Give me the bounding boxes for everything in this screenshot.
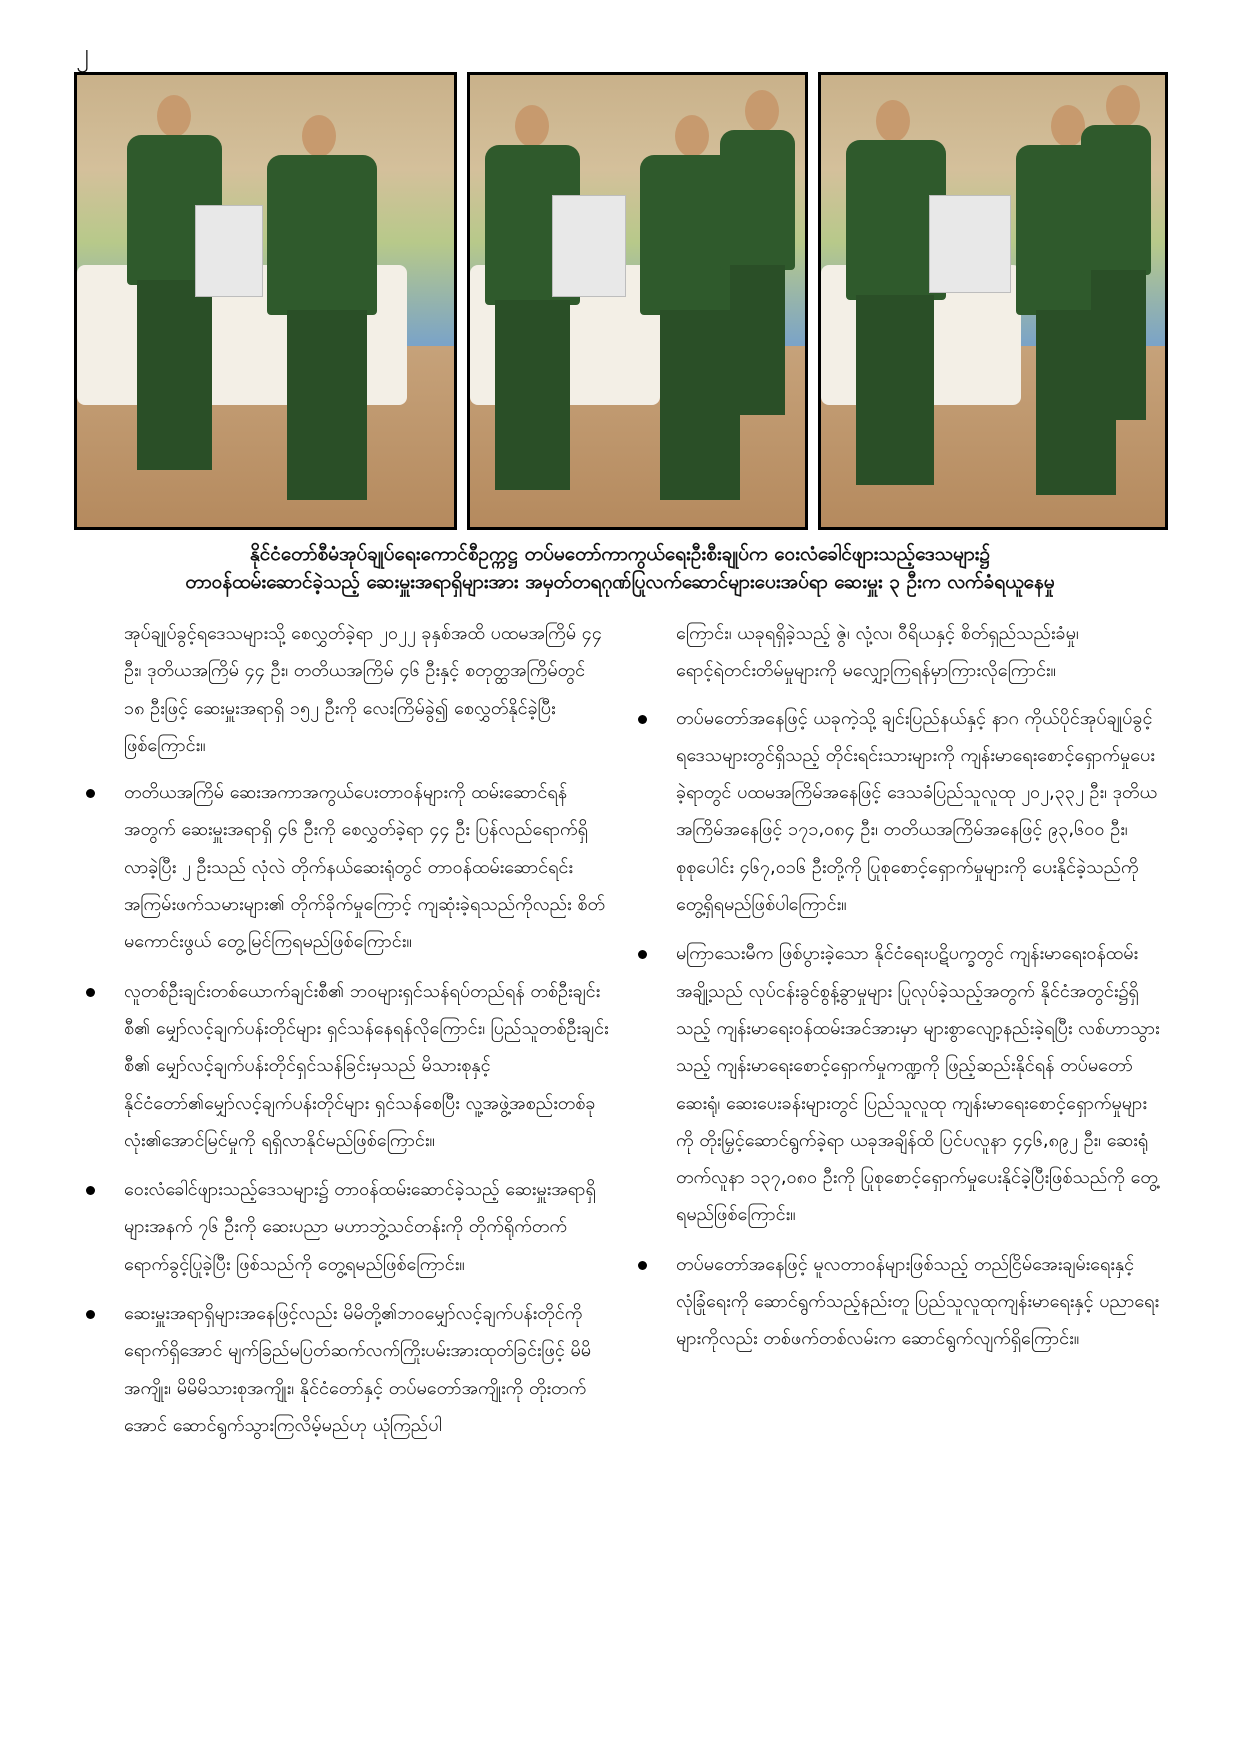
right-column <box>632 615 1162 1358</box>
left-lead-paragraph: အုပ်ချုပ်ခွင့်ရဒေသများသို့ စေလွှတ်ခဲ့ရာ ၂၀၂၂ ခုနှစ်အထိ ပထမအကြိမ် ၄၄ ဦး၊ ဒုတိယအကြိမ် ၄၄ ဦး၊ တတိယအကြိမ် ၄၆ ဦးနှင့် စတုတ္ထအကြိမ်တွင် ၁၈ ဦးဖြင့် ဆေးမှူးအရာရှိ ၁၅၂ ဦးကို လေးကြိမ်ခွဲ၍ စေလွှတ်နိုင်ခဲ့ပြီးဖြစ်ကြောင်း။ <box>124 623 602 756</box>
bullet-paragraph <box>80 1295 610 1444</box>
photo-ceremony-1 <box>74 72 457 530</box>
right-lead-paragraph: ကြောင်း၊ ယခုရရှိခဲ့သည့် ဇွဲ၊ လုံ့လ၊ ဝီရိယနှင့် စိတ်ရှည်သည်းခံမှု၊ ရောင့်ရဲတင်းတိမ်မှုများကို မလျှော့ကြရန်မှာကြားလိုကြောင်း။ <box>676 623 1079 682</box>
bullet-paragraph <box>632 1246 1162 1358</box>
photo-ceremony-3 <box>818 72 1168 530</box>
bullet-text: တပ်မတော်အနေဖြင့် မူလတာဝန်များဖြစ်သည့် တည်ငြိမ်အေးချမ်းရေးနှင့် လုံခြုံရေးကို ဆောင်ရွက်သည့်နည်းတူ ပြည်သူလူထုကျန်းမာရေးနှင့် ပညာရေးများကိုလည်း တစ်ဖက်တစ်လမ်းက ဆောင်ရွက်လျက်ရှိကြောင်း။ <box>676 1253 1160 1350</box>
bullet-text: လူတစ်ဦးချင်းတစ်ယောက်ချင်းစီ၏ ဘဝများရှင်သန်ရပ်တည်ရန် တစ်ဦးချင်းစီ၏ မျှော်လင့်ချက်ပန်းတိုင်များ ရှင်သန်နေရန်လိုကြောင်း၊ ပြည်သူတစ်ဦးချင်းစီ၏ မျှော်လင့်ချက်ပန်းတိုင်ရှင်သန်ခြင်းမှသည် မိသားစုနှင့် နိုင်ငံတော်၏မျှော်လင့်ချက်ပန်းတိုင်များ ရှင်သန်စေပြီး လူ့အဖွဲ့အစည်းတစ်ခုလုံး၏အောင်မြင်မှုကို ရရှိလာနိုင်မည်ဖြစ်ကြောင်း။ <box>124 980 609 1151</box>
photo-ceremony-2 <box>467 72 808 530</box>
bullet-icon <box>638 715 647 724</box>
bullet-paragraph <box>80 1171 610 1283</box>
bullet-paragraph <box>632 700 1162 924</box>
bullet-icon <box>86 1310 95 1319</box>
page-number: ၂ <box>76 38 89 68</box>
bullet-text: ဆေးမှူးအရာရှိများအနေဖြင့်လည်း မိမိတို့၏ဘဝမျှော်လင့်ချက်ပန်းတိုင်ကို ရောက်ရှိအောင် မျက်ခြည်မပြတ်ဆက်လက်ကြိုးပမ်းအားထုတ်ခြင်းဖြင့် မိမိအကျိုး၊ မိမိမိသားစုအကျိုး၊ နိုင်ငံတော်နှင့် တပ်မတော်အကျိုးကို တိုးတက်အောင် ဆောင်ရွက်သွားကြလိမ့်မည်ဟု ယုံကြည်ပါ <box>124 1303 592 1436</box>
bullet-paragraph <box>632 935 1162 1233</box>
bullet-text: မကြာသေးမီက ဖြစ်ပွားခဲ့သော နိုင်ငံရေးပဋိပက္ခတွင် ကျန်းမာရေးဝန်ထမ်းအချို့သည် လုပ်ငန်းခွင်စွန့်ခွာမှုများ ပြုလုပ်ခဲ့သည့်အတွက် နိုင်ငံအတွင်း၌ရှိသည့် ကျန်းမာရေးဝန်ထမ်းအင်အားမှာ များစွာလျော့နည်းခဲ့ရပြီး လစ်ဟာသွားသည့် ကျန်းမာရေးစောင့်ရှောက်မှုကဏ္ဍကို ဖြည့်ဆည်းနိုင်ရန် တပ်မတော်ဆေးရုံ၊ ဆေးပေးခန်းများတွင် ပြည်သူလူထု ကျန်းမာရေးစောင့်ရှောက်မှုများကို တိုးမြှင့်ဆောင်ရွက်ခဲ့ရာ ယခုအချိန်ထိ ပြင်ပလူနာ ၄၄၆,၈၉၂ ဦး၊ ဆေးရုံတက်လူနာ ၁၃၇,၀၈၀ ဦးကို ပြုစုစောင့်ရှောက်မှုပေးနိုင်ခဲ့ပြီးဖြစ်သည်ကို တွေ့ရမည်ဖြစ်ကြောင်း။ <box>676 943 1160 1226</box>
photo-row <box>74 72 1168 536</box>
bullet-text: တပ်မတော်အနေဖြင့် ယခုကဲ့သို့ ချင်းပြည်နယ်နှင့် နာဂ ကိုယ်ပိုင်အုပ်ချုပ်ခွင့်ရဒေသများတွင်ရှိသည့် တိုင်းရင်းသားများကို ကျန်းမာရေးစောင့်ရှောက်မှုပေးခဲ့ရာတွင် ပထမအကြိမ်အနေဖြင့် ဒေသခံပြည်သူလူထု ၂၀၂,၃၃၂ ဦး၊ ဒုတိယအကြိမ်အနေဖြင့် ၁၇၁,၀၈၄ ဦး၊ တတိယအကြိမ်အနေဖြင့် ၉၃,၆၀၀ ဦး၊ စုစုပေါင်း ၄၆၇,၀၁၆ ဦးတို့ကို ပြုစုစောင့်ရှောက်မှုများကို ပေးနိုင်ခဲ့သည်ကို တွေ့ရှိရမည်ဖြစ်ပါကြောင်း။ <box>676 707 1158 916</box>
bullet-text: တတိယအကြိမ် ဆေးအကာအကွယ်ပေးတာဝန်များကို ထမ်းဆောင်ရန်အတွက် ဆေးမှူးအရာရှိ ၄၆ ဦးကို စေလွှတ်ခဲ့ရာ ၄၄ ဦး ပြန်လည်ရောက်ရှိလာခဲ့ပြီး ၂ ဦးသည် လုံလဲ တိုက်နယ်ဆေးရုံတွင် တာဝန်ထမ်းဆောင်ရင်း အကြမ်းဖက်သမားများ၏ တိုက်ခိုက်မှုကြောင့် ကျဆုံးခဲ့ရသည်ကိုလည်း စိတ်မကောင်းဖွယ် တွေ့မြင်ကြရမည်ဖြစ်ကြောင်း။ <box>124 782 605 953</box>
bullet-text: ဝေးလံခေါင်ဖျားသည့်ဒေသများ၌ တာဝန်ထမ်းဆောင်ခဲ့သည့် ဆေးမှူးအရာရှိများအနက် ၇၆ ဦးကို ဆေးပညာ မဟာဘွဲ့သင်တန်းကို တိုက်ရိုက်တက်ရောက်ခွင့်ပြုခဲ့ပြီး ဖြစ်သည်ကို တွေ့ရမည်ဖြစ်ကြောင်း။ <box>124 1179 596 1275</box>
bullet-icon <box>86 988 95 997</box>
bullet-icon <box>638 1261 647 1270</box>
photo-caption-line-1: နိုင်ငံတော်စီမံအုပ်ချုပ်ရေးကောင်စီဥက္ကဋ္ဌ တပ်မတော်ကာကွယ်ရေးဦးစီးချုပ်က ဝေးလံခေါင်ဖျားသည့်ဒေသများ၌ <box>249 543 991 565</box>
bullet-paragraph <box>80 774 610 960</box>
bullet-paragraph <box>80 973 610 1159</box>
left-column <box>80 615 610 1444</box>
photo-caption-line-2: တာဝန်ထမ်းဆောင်ခဲ့သည့် ဆေးမှူးအရာရှိများအား အမှတ်တရဂုဏ်ပြုလက်ဆောင်များပေးအပ်ရာ ဆေးမှူး ၃ ဦးက လက်ခံရယူနေမှု <box>185 571 1055 593</box>
